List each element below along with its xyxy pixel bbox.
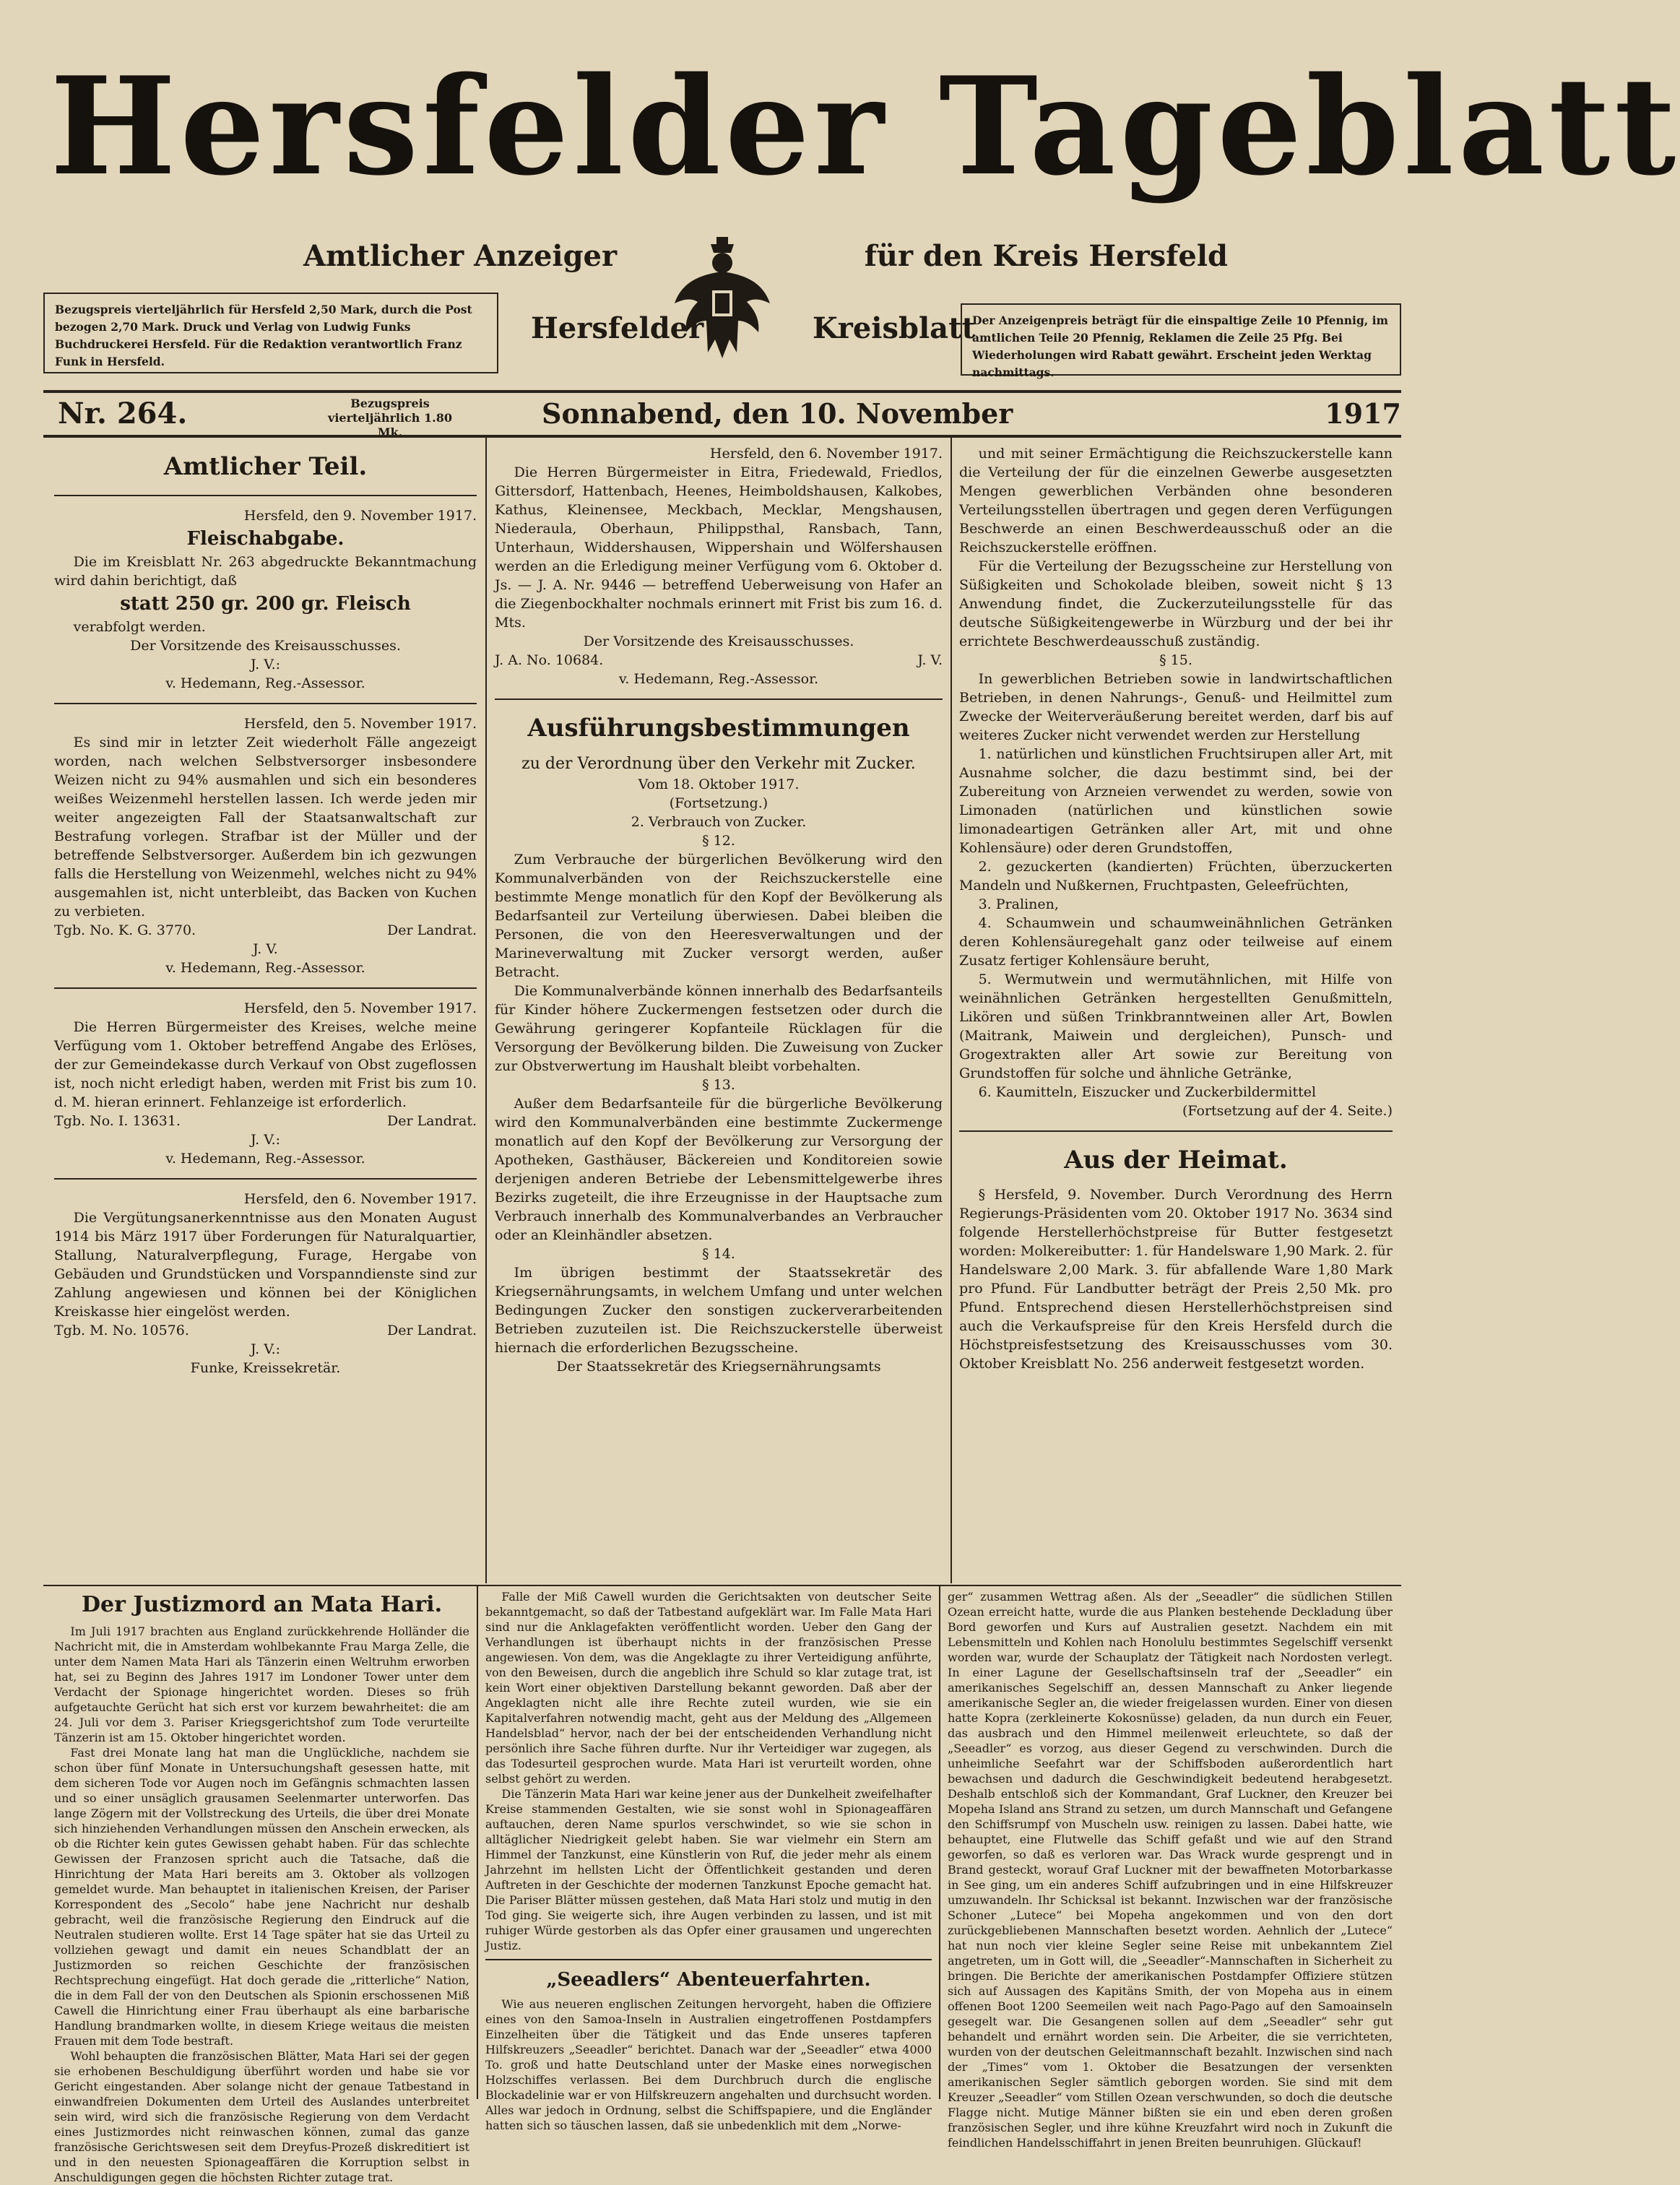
continued-note: (Fortsetzung auf der 4. Seite.) [1182,1103,1393,1119]
notice-text: Die Herren Bürgermeister des Kreises, welche meine Verfügung vom 1. Oktober betreffend Angabe des Erlöses, der zur Gemeindekasse durch Verkauf von Obst zugeflossen ist, noch nicht erledigt haben, werden mit Frist bis zum 10. d. M. hieran erinnert. Fehlanzeige ist erforderlich. [54,1019,477,1110]
paragraph-number: § 14. [702,1246,735,1262]
section-heading: 2. Verbrauch von Zucker. [631,814,807,830]
article-text: Wohl behaupten die französischen Blätter, Mata Hari sei der gegen sie erhobenen Beschuldigung überführt worden und habe sie vor Gericht eingestanden. Aber solange nicht der genaue Tatbestand in einwandfreien Dokumenten dem Urteil des Auslandes unterbreitet sein wird, wird sich die französische Regierung von dem Verdacht eines Justizmordes nicht reinwaschen können, zumal das ganze französische Gerichtswesen seit dem Dreyfus-Prozeß diskreditiert ist und in den neuesten Spionageaffären die Korruption selbst in Anschuldigungen gegen die höchsten Richter zutage trat. [54,2049,469,2184]
article-text: Zum Verbrauche der bürgerlichen Bevölkerung wird den Kommunalverbänden von der Reichszuckerstelle eine bestimmte Menge monatlich für den Kopf der Bevölkerung als Bedarfsanteil zur Verteilung überwiesen. Dabei bleiben die Personen, die von den Heeresverwaltungen und der Marineverwaltung mit Zucker versorgt werden, außer Betracht. [495,852,943,980]
article-mata-hari [54,1589,469,2184]
notice-signature: v. Hedemann, Reg.-Assessor. [165,1151,365,1167]
column-divider-2 [951,438,952,1583]
kreisblatt-right-label: Kreisblatt [813,311,976,345]
masthead-subtitle-right: für den Kreis Hersfeld [864,239,1228,273]
notice-text: Es sind mir in letzter Zeit wiederholt Fälle angezeigt worden, nach welchen Selbstversorger insbesondere Weizen nicht zu 94% ausmahlen und sich ein besonderes weißes Weizenmehl herstellen lassen. Ich werde jeden mir weiter angezeigten Fall der Staatsanwaltschaft zur Bestrafung vorlegen. Strafbar ist der Müller und der betreffende Selbstversorger. Außerdem bin ich gezwungen falls die Herstellung von Weizenmehl, welches nicht zu 94% ausgemahlen ist, nicht unterbleibt, das Backen von Kuchen zu verbieten. [54,735,477,920]
issue-date: Sonnabend, den 10. November [542,397,1013,430]
notice-footer [54,1321,477,1340]
notice-signature: J. V.: [250,1341,281,1357]
article-mata-hari-continued [485,1589,932,2132]
notice-signature: Der Landrat. [386,1113,477,1129]
article-text: Fast drei Monate lang hat man die Unglückliche, nachdem sie schon über fünf Monate in Untersuchungshaft gesessen hatte, mit dem sicheren Tode vor Augen noch im Gefängnis schmachten lassen und so einer unsäglich grausamen Seelenmarter unterworfen. Das lange Zögern mit der Vollstreckung des Urteils, die über drei Monate sich hinziehenden Verhandlungen müssen den Anschein erwecken, als ob die Richter kein gutes Gewissen gehabt haben. Für das schlechte Gewissen der Franzosen spricht auch die Tatsache, daß die Hinrichtung der Mata Hari bereits am 3. Oktober als vollzogen gemeldet wurde. Man behauptet in italienischen Kreisen, der Pariser Korrespondent des „Secolo“ habe jene Nachricht nur deshalb gebracht, weil die französische Regierung den Eindruck auf die Neutralen studieren wollte. Erst 14 Tage später hat sie das Urteil zu vollziehen gewagt und damit ein neues Schandblatt der an Justizmorden so reichen Geschichte der französischen Rechtsprechung eingefügt. Hat doch gerade die „ritterliche“ Nation, die in dem Fall der von den Deutschen als Spionin erschossenen Miß Cawell die Hinrichtung einer Frau überhaupt als eine barbarische Handlung brandmarken wollte, in diesem Kriege weitaus die meisten Frauen mit dem Tode bestraft. [54,1746,469,2048]
notice-reference: Tgb. No. K. G. 3770. [54,922,196,938]
column-zucker-verordnung [495,444,943,1582]
list-item: 5. Wermutwein und wermutähnlichen, mit Hilfe von weinähnlichen Getränken hergestellten Genußmitteln, Likören und süßen Trinkbranntweinen aller Art, Bowlen (Maitrank, Maiwein und dergleichen), Punsch- und Grogextrakten aller Art sowie zur Bereitung von Grundstoffen für solche und ähnliche Getränke, [959,972,1393,1081]
article-title-seeadler: „Seeadlers“ Abenteuerfahrten. [546,1969,871,1991]
article-text: Falle der Miß Cawell wurden die Gerichtsakten von deutscher Seite bekanntgemacht, so daß der Tatbestand aufgeklärt war. Im Falle Mata Hari sind nur die Anklagefakten veröffentlicht worden. Ueber den Gang der Verhandlungen ist überhaupt nichts in der französischen Presse angewiesen. Von dem, was die Angeklagte zu ihrer Verteidigung anführte, von den Beweisen, durch die angeblich ihre Schuld so klar zutage trat, ist kein Wort einer objektiven Darstellung bekannt geworden. Daß aber der Angeklagten nicht alle ihre Rechte zuteil wurden, wie sie ein Kapitalverfahren notwendig macht, geht aus der Meldung des „Allgemeen Handelsblad“ hervor, nach der bei der entscheidenden Verhandlung nicht persönlich ihre Sache führen durfte. Nur ihr Verteidiger war zugegen, als das Todesurteil gesprochen wurde. Mata Hari ist verurteilt worden, ohne selbst gehört zu werden. [485,1590,932,1786]
article-signature: Der Staatssekretär des Kriegsernährungsamts [556,1359,881,1375]
notice-signature: Funke, Kreissekretär. [190,1360,341,1376]
list-item: 3. Pralinen, [978,896,1059,912]
article-text: ger“ zusammen Wettrag aßen. Als der „Seeadler“ die südlichen Stillen Ozean erreicht hatte, wurde die aus Planken bestehende Deckladung über Bord geworfen und Kurs auf Australien gesetzt. Nachdem ein mit Lebensmitteln und Kohlen nach Honolulu bestimmtes Segelschiff versenkt worden war, wurde der Schauplatz der Tätigkeit nach Nordosten verlegt. In einer Lagune der Gesellschaftsinseln traf der „Seeadler“ ein amerikanisches Segelschiff an, dessen Mannschaft zu Anker liegende amerikanische Segler an, die wieder freigelassen wurden. Einer von diesen hatte Kopra (zerkleinerte Kokosnüsse) geladen, da nun durch ein Feuer, das ausbrach und den Himmel meilenweit erleuchtete, so daß der „Seeadler“ es vorzog, aus dieser Gegend zu verschwinden. Durch die unheimliche Seefahrt war der Schiffsboden außerordentlich hart bewachsen und dadurch die Geschwindigkeit bedeutend herabgesetzt. Deshalb entschloß sich der Kommandant, Graf Luckner, den Kreuzer bei Mopeha Island ans Strand zu setzen, um durch Mannschaft und Gefangene den Schiffsrumpf von Muscheln usw. reinigen zu lassen. Dabei hatte, wie behauptet, eine Flutwelle das Schiff gefaßt und wie auf den Strand geworfen, so daß es verloren war. Das Wrack wurde gesprengt und in Brand gesteckt, worauf Graf Luckner mit der bewaffneten Motorbarkasse in See ging, um ein anderes Schiff aufzubringen und in eine Hilfskreuzer umzuwandeln. Ihr Schicksal ist bekannt. Inzwischen war der französische Schoner „Lutece“ bei Mopeha angekommen und von den dort zurückgebliebenen Mannschaften besetzt worden. Aehnlich der „Lutece“ hat nun noch vier kleine Segler seine Reise mit unbekanntem Ziel angetreten, um in Gott will, die „Seeadler“-Mannschaften in Sicherheit zu bringen. Die Berichte der amerikanischen Postdampfer Offiziere stützen sich auf Aussagen des Kapitäns Smith, der von Mopeha aus in einem offenen Boot 1200 Seemeilen weit nach Pago-Pago auf den Samoainseln gesegelt war. Die Gesangenen sollen auf dem „Seeadler“ sehr gut behandelt und ernährt worden sein. Die Arbeiter, die sie verrichteten, wurden von der deutschen Geleitmannschaft bezahlt. Inzwischen sind nach der „Times“ vom 1. Oktober die Besatzungen der versenkten amerikanischen Segler sämtlich geborgen worden. Sie sind mit dem Kreuzer „Seeadler“ vom Stillen Ozean verschwunden, so doch die deutsche Flagge nicht. Mutige Männer bißten sie ein und eben deren großen französischen Segler, und ihre kühne Kreuzfahrt wird noch in Zukunft die feindlichen Handelsschiffahrt in jenen Breiten beunruhigen. Glückauf! [948,1590,1393,2150]
notice-text: verabfolgt werden. [73,619,206,635]
notice-signature: J. V.: [250,1132,281,1148]
separator [54,987,477,989]
article-subtitle: zu der Verordnung über den Verkehr mit Zucker. [521,755,916,773]
article-text: Im übrigen bestimmt der Staatssekretär des Kriegsernährungsamts, in welchem Umfang und unter welchen Bedingungen Zucker den sonstigen zuckerverarbeitenden Betrieben zuzuteilen ist. Die Reichszuckerstelle überweist hiernach die erforderlichen Bezugsscheine. [495,1265,943,1356]
separator [485,1959,932,1960]
notice-footer [495,651,943,670]
dateline-price: Bezugspreis vierteljährlich 1.80 Mk. [328,397,452,439]
notice-dateline: Hersfeld, den 5. November 1917. [243,1000,477,1016]
article-text: und mit seiner Ermächtigung die Reichszuckerstelle kann die Verteilung der für die einzelnen Gewerbe ausgesetzten Mengen gewerblichen Verbänden ohne besonderen Verteilungsstellen übertragen und gegen deren Verfügungen Beschwerde an einen Beschwerdeausschuß oder an die Reichszuckerstelle eröffnen. [959,446,1393,555]
notice-reference: Tgb. M. No. 10576. [54,1323,189,1338]
notice-signature: J. V. [917,652,943,668]
masthead-rule-bottom [43,435,1401,438]
article-date: Vom 18. Oktober 1917. [638,776,800,792]
notice-signature: J. V.: [250,657,281,672]
notice-footer [54,1112,477,1130]
column-amtlicher-teil [54,444,477,1582]
article-text: Außer dem Bedarfsanteile für die bürgerliche Bevölkerung wird den Kommunalverbänden eine bestimmte Zuckermenge monatlich auf den Kopf der Bevölkerung zur Versorgung der Apotheken, Gasthäuser, Bäckereien und Konditoreien sowie derjenigen anderen Betriebe der Lebensmittelgewerbe ihres Bezirks zugeteilt, die ihre Erzeugnisse in der Hauptsache zum Verbrauch innerhalb des Kommunalverbandes an Verbraucher oder an Kleinhändler absetzen. [495,1096,943,1243]
notice-reference: J. A. No. 10684. [495,652,604,668]
notice-footer [54,921,477,940]
section-divider [43,1585,1401,1586]
notice-signature: v. Hedemann, Reg.-Assessor. [165,960,365,976]
column-zucker-fortsetzung [959,444,1393,1582]
dateline [43,394,1401,437]
masthead [43,43,1680,217]
paragraph-number: § 13. [702,1077,735,1093]
article-text: Die Tänzerin Mata Hari war keine jener aus der Dunkelheit zweifelhafter Kreise stammenden Gestalten, wie sie sonst wohl in Spionageaffären auftauchen, deren Name spurlos verschwindet, so wie sie schon in alltäglicher Niedrigkeit gelebt haben. Sie war vielmehr ein Stern am Himmel der Tanzkunst, eine Künstlerin von Ruf, die jeder mehr als einem Jahrzehnt im hellsten Licht der Öffentlichkeit gestanden und deren Auftreten in der Geschichte der modernen Tanzkunst Epoche gemacht hat. Die Pariser Blätter müssen gestehen, daß Mata Hari stolz und mutig in den Tod ging. Sie weigerte sich, ihre Augen verbinden zu lassen, und ist mit ruhiger Würde gestorben als das Opfer einer grausamen und ungerechten Justiz. [485,1787,932,1952]
notice-signature: Der Vorsitzende des Kreisausschusses. [583,633,854,649]
notice-dateline: Hersfeld, den 6. November 1917. [709,446,943,462]
notice-title-fleischabgabe: Fleischabgabe. [186,528,345,550]
separator [495,698,943,700]
notice-highlight: statt 250 gr. 200 gr. Fleisch [120,593,411,615]
article-title-mata-hari: Der Justizmord an Mata Hari. [81,1592,443,1617]
notice-text: Die Vergütungsanerkenntnisse aus den Monaten August 1914 bis März 1917 über Forderungen für Naturalquartier, Stallung, Naturalverpflegung, Furage, Hergabe von Gebäuden und Grundstücken und Vorspanndienste sind zur Zahlung angewiesen und können bei der Königlichen Kreiskasse hier eingelöst werden. [54,1210,477,1320]
notice-signature: J. V. [253,941,278,957]
list-item: 1. natürlichen und künstlichen Fruchtsirupen aller Art, mit Ausnahme solcher, die dazu bestimmt sind, bei der Zubereitung von Arzneien verwendet zu werden, sowie von Limonaden (natürlichen und künstlichen sowie limonadeartigen Getränken aller Art, mit und ohne Kohlensäure) oder deren Grundstoffen, [959,746,1393,856]
column-divider-4 [939,1586,940,2099]
newspaper-title: Hersfelder Tageblatt [50,47,1680,205]
list-item: 2. gezuckerten (kandierten) Früchten, überzuckerten Mandeln und Nußkernen, Fruchtpasten, Geleefrüchten, [959,859,1393,894]
list-item: 4. Schaumwein und schaumweinähnlichen Getränken deren Kohlensäuregehalt ganz oder teilweise auf einem Zusatz fertiger Kohlensäure beruht, [959,915,1393,969]
issue-year: 1917 [1325,397,1401,430]
column-divider-3 [477,1586,478,2099]
issue-number: Nr. 264. [58,397,188,430]
notice-dateline: Hersfeld, den 9. November 1917. [243,508,477,524]
advertising-info-box: Der Anzeigenpreis beträgt für die einspaltige Zeile 10 Pfennig, im amtlichen Teile 20 Pfennig, Reklamen die Zeile 25 Pfg. Bei Wiederholungen wird Rabatt gewährt. Erscheint jeden Werktag nachmittags. [961,303,1401,376]
notice-reference: Tgb. No. I. 13631. [54,1113,181,1129]
article-title-ausfuehrungsbestimmungen: Ausführungsbestimmungen [527,714,910,743]
notice-signature: Der Landrat. [386,922,477,938]
separator [959,1130,1393,1132]
separator [54,703,477,704]
article-text: Für die Verteilung der Bezugsscheine zur Herstellung von Süßigkeiten und Schokolade bleiben, soweit nicht § 13 Anwendung findet, die Zuckerzuteilungsstelle für das deutsche Süßigkeitengewerbe in Würzburg und der bei ihr errichtete Beschwerdeausschuß zuständig. [959,558,1393,649]
section-heading-amtlicher-teil: Amtlicher Teil. [163,452,368,481]
kreisblatt-left-label: Hersfelder [531,311,704,345]
article-continued: (Fortsetzung.) [669,795,768,811]
separator [54,1178,477,1180]
masthead-subtitle-left: Amtlicher Anzeiger [303,239,618,273]
subscription-info-box: Bezugspreis vierteljährlich für Hersfeld 2,50 Mark, durch die Post bezogen 2,70 Mark. Druck und Verlag von Ludwig Funks Buchdruckerei Hersfeld. Für die Redaktion verantwortlich Franz Funk in Hersfeld. [43,293,498,373]
separator [54,495,477,496]
column-divider-1 [485,438,487,1583]
article-text: In gewerblichen Betrieben sowie in landwirtschaftlichen Betrieben, in denen Nahrungs-, Genuß- und Heilmittel zum Zwecke der Weiterveräußerung bereitet werden, darf bis auf weiteres Zucker nicht verwendet werden zur Herstellung [959,671,1393,743]
notice-text: Die Herren Bürgermeister in Eitra, Friedewald, Friedlos, Gittersdorf, Hattenbach, Heenes, Heimboldshausen, Kalkobes, Kathus, Kleinensee, Meckbach, Mecklar, Mengshausen, Niederaula, Oberhaun, Philippsthal, Ransbach, Tann, Unterhaun, Widdershausen, Wippershain und Wölfershausen werden an die Erledigung meiner Verfügung vom 6. Oktober d. Js. — J. A. Nr. 9446 — betreffend Ueberweisung von Hafer an die Ziegenbockhalter nochmals erinnert mit Frist bis zum 16. d. Mts. [495,464,943,631]
notice-signature: v. Hedemann, Reg.-Assessor. [165,675,365,691]
notice-dateline: Hersfeld, den 6. November 1917. [243,1191,477,1207]
article-text: § Hersfeld, 9. November. Durch Verordnung des Herrn Regierungs-Präsidenten vom 20. Oktober 1917 No. 3634 sind folgende Herstellerhöchstpreise für Butter festgesetzt worden: Molkereibutter: 1. für Handelsware 1,90 Mark. 2. für Handelsware 2,00 Mark. 3. für abfallende Ware 1,80 Mark pro Pfund. Für Landbutter beträgt der Preis 2,50 Mk. pro Pfund. Entsprechend diesen Herstellerhöchstpreisen sind auch die Verkaufspreise für den Kreis Hersfeld durch die Höchstpreisfestsetzung des Kreisausschusses vom 30. Oktober Kreisblatt No. 256 anderweit festgesetzt worden. [959,1187,1393,1372]
section-heading-aus-der-heimat: Aus der Heimat. [1064,1146,1288,1174]
notice-text: Die im Kreisblatt Nr. 263 abgedruckte Bekanntmachung wird dahin berichtigt, daß [54,554,477,589]
notice-dateline: Hersfeld, den 5. November 1917. [243,716,477,732]
article-text: Wie aus neueren englischen Zeitungen hervorgeht, haben die Offiziere eines von den Samoa-Inseln in Australien eingetroffenen Postdampfers Einzelheiten über die Tätigkeit und das Ende unseres tapferen Hilfskreuzers „Seeadler“ berichtet. Danach war der „Seeadler“ etwa 4000 To. groß und hatte Deutschland unter der Maske eines norwegischen Holzschiffes verlassen. Bei dem Durchbruch durch die englische Blockadelinie war er von Hilfskreuzern angehalten und durchsucht worden. Alles war jedoch in Ordnung, selbst die Schiffspapiere, und die Engländer hatten sich so täuschen lassen, daß sie unbedenklich mit dem „Norwe- [485,1997,932,2132]
paragraph-number: § 15. [1159,652,1192,668]
article-seeadler-continued [948,1589,1393,2150]
notice-signature: v. Hedemann, Reg.-Assessor. [618,671,819,687]
article-text: Im Juli 1917 brachten aus England zurückkehrende Holländer die Nachricht mit, die in Amsterdam wohlbekannte Frau Marga Zelle, die unter dem Namen Mata Hari als Tänzerin einen Weltruhm erworben hat, sei zu Beginn des Jahres 1917 im Londoner Tower unter dem Verdacht der Spionage hingerichtet worden. Dieses so früh aufgetauchte Gerücht hat sich erst vor kurzem bewahrheitet: die am 24. Juli vor dem 3. Pariser Kriegsgerichtshof zum Tode verurteilte Tänzerin ist am 15. Oktober hingerichtet worden. [54,1624,469,1744]
paragraph-number: § 12. [702,833,735,849]
article-text: Die Kommunalverbände können innerhalb des Bedarfsanteils für Kinder höhere Zuckermengen festsetzen oder durch die Gewährung geringerer Kopfanteile Rücklagen für die Versorgung der Bevölkerung bilden. Die Zuweisung von Zucker zur Obstverwertung im Haushalt bleibt vorbehalten. [495,983,943,1074]
list-item: 6. Kaumitteln, Eiszucker und Zuckerbildermittel [978,1084,1317,1100]
notice-signature: Der Vorsitzende des Kreisausschusses. [130,638,401,654]
masthead-rule-top [43,390,1401,393]
notice-signature: Der Landrat. [386,1323,477,1338]
